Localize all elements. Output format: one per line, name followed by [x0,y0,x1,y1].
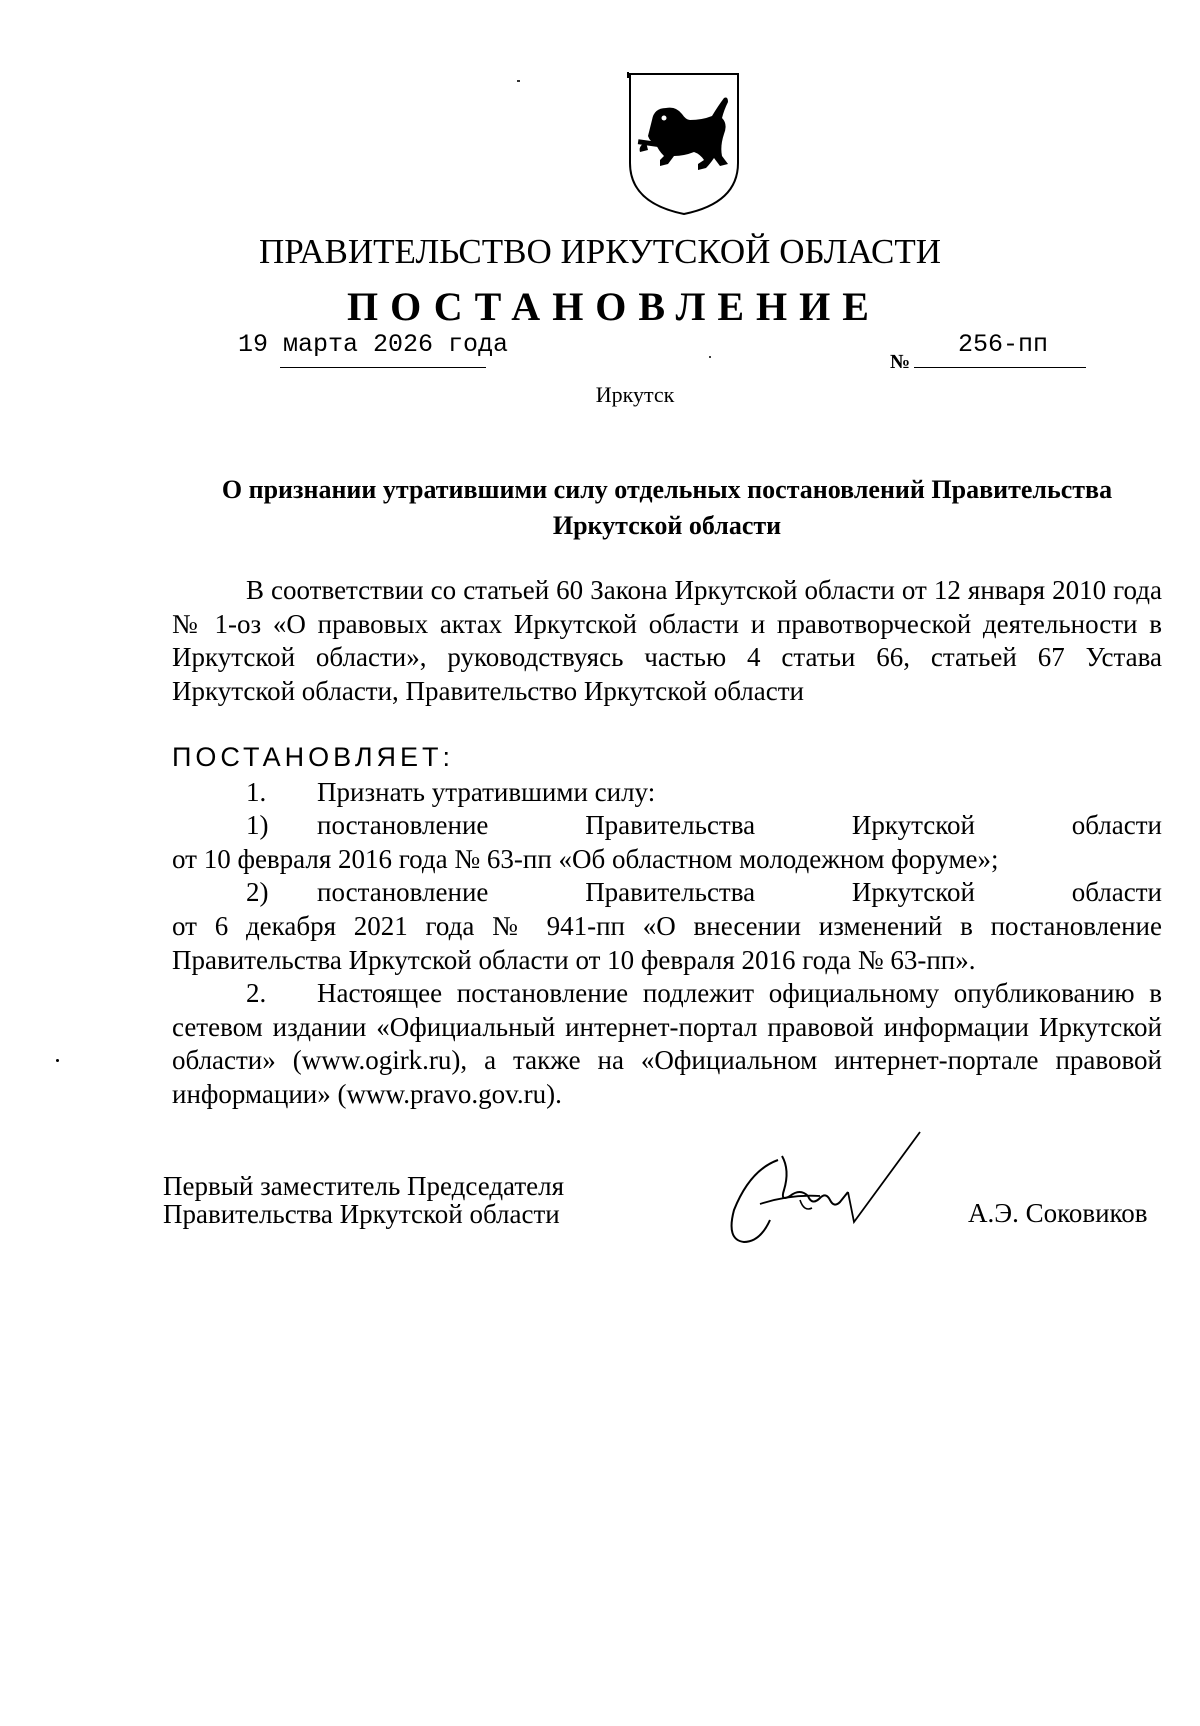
subitem-continuation: от 10 февраля 2016 года № 63-пп «Об областном молодежном форуме»; [172,844,999,874]
subitem-word: Иркутской [851,877,975,907]
scan-dot [709,356,711,358]
number-sign: № [890,351,911,373]
item-text: Признать утратившими силу: [317,777,656,807]
item-number: 2. [246,978,267,1008]
preamble-paragraph: В соответствии со статьей 60 Закона Иркутской области от 12 января 2010 года № 1-оз «О правовых актах Иркутской области и правотворческой деятельности в Иркутской области», руководствуясь частью 4 статьи 66, статьей 67 Устава Иркутской области, Правительство Иркутской области [172,575,1162,706]
document-number: 256-пп [958,330,1049,359]
resolves-heading: ПОСТАНОВЛЯЕТ: [172,742,455,772]
document-title: О признании утратившими силу отдельных постановлений Правительства Иркутской области [221,475,1113,540]
subitem-continuation: от 6 декабря 2021 года № 941-пп «О внесении изменений в постановление Правительства Иркутской области от 10 февраля 2016 года № 63-пп». [172,911,1162,975]
irkutsk-coat-of-arms-icon [624,68,744,218]
government-name: ПРАВИТЕЛЬСТВО ИРКУТСКОЙ ОБЛАСТИ [259,232,941,271]
subitem-first-line [172,876,1162,910]
subitem-word: Правительства [585,810,756,840]
list-item [172,977,1162,1111]
subitem-word: постановление [317,877,489,907]
subitem-number: 1) [246,810,269,840]
subitem-word: Иркутской [851,810,975,840]
handwritten-signature-icon [720,1130,940,1260]
city: Иркутск [595,382,675,407]
scan-dot [56,1059,59,1062]
scan-speck [517,80,520,82]
signatory-name: А.Э. Соковиков [968,1198,1148,1228]
document-type: ПОСТАНОВЛЕНИЕ [347,284,881,329]
subitem-word: Правительства [585,877,756,907]
item-number: 1. [246,777,267,807]
list-item [172,809,1162,843]
list-item [172,876,1162,910]
signatory-position [163,1172,564,1228]
position-line: Правительства Иркутской области [163,1199,560,1229]
date-underline [280,367,486,368]
subitem-word: области [1071,810,1162,840]
position-line: Первый заместитель Председателя [163,1171,565,1201]
subitem-word: области [1071,877,1162,907]
subitem-number: 2) [246,877,269,907]
item-body: Настоящее постановление подлежит официальному опубликованию в сетевом издании «Официальный интернет-портал правовой информации Иркутской области» (www.ogirk.ru), а также на «Официальном интернет-портале правовой информации» (www.pravo.gov.ru). [172,978,1162,1109]
subitem-word: постановление [317,810,489,840]
subitem-first-line [172,809,1162,843]
item-text [172,977,1162,1111]
document-date: 19 марта 2026 года [238,330,509,359]
number-underline [914,367,1086,368]
